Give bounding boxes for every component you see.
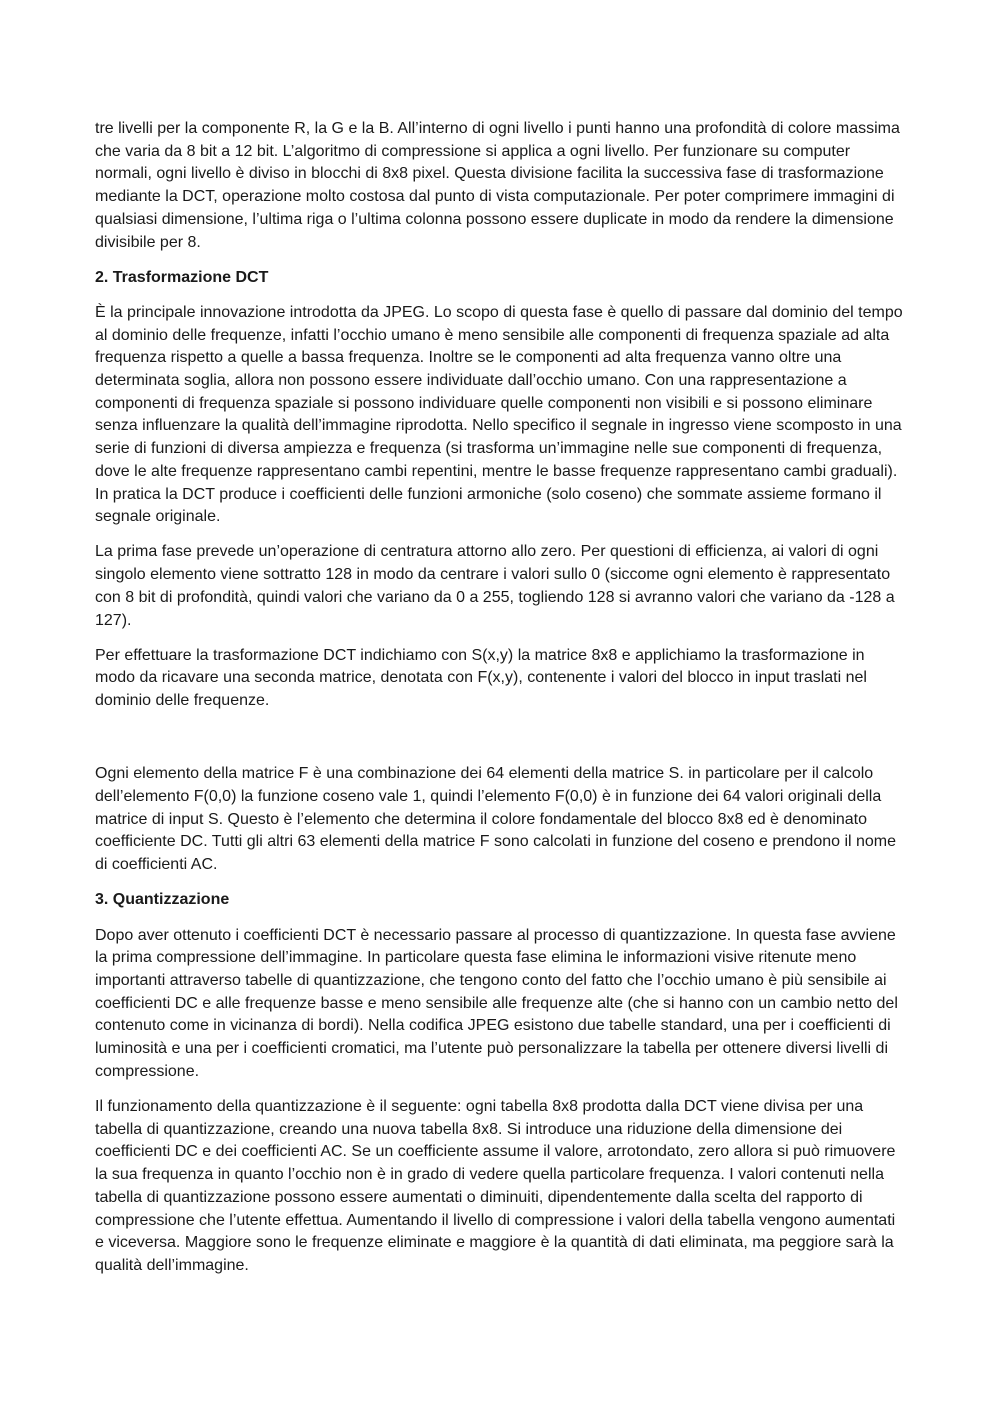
- document-page: [95, 118, 905, 1290]
- section-heading-dct: 2. Trasformazione DCT: [95, 268, 269, 286]
- paragraph-intro: tre livelli per la componente R, la G e la B. All’interno di ogni livello i punti hanno una profondità di colore massima che varia da 8 bit a 12 bit. L’algoritmo di compressione si applica a ogni livello. Per funzionare su computer normali, ogni livello è diviso in blocchi di 8x8 pixel. Questa divisione facilita la successiva fase di trasformazione mediante la DCT, operazione molto costosa dal punto di vista computazionale. Per poter comprimere immagini di qualsiasi dimensione, l’ultima riga o l’ultima colonna possono essere duplicate in modo da rendere la dimensione divisibile per 8.: [95, 120, 900, 251]
- paragraph-dct-4: Ogni elemento della matrice F è una combinazione dei 64 elementi della matrice S. in particolare per il calcolo dell’elemento F(0,0) la funzione coseno vale 1, quindi l’elemento F(0,0) è in funzione dei 64 valori originali della matrice di input S. Questo è l’elemento che determina il colore fondamentale del blocco 8x8 ed è denominato coefficiente DC. Tutti gli altri 63 elementi della matrice F sono calcolati in funzione del coseno e prendono il nome di coefficienti AC.: [95, 765, 897, 874]
- paragraph-quant-2: Il funzionamento della quantizzazione è il seguente: ogni tabella 8x8 prodotta dalla DCT viene divisa per una tabella di quantizzazione, creando una nuova tabella 8x8. Si introduce una riduzione della dimensione dei coefficienti DC e dei coefficienti AC. Se un coefficiente assume il valore, arrotondato, zero allora si può rimuovere la sua frequenza in quanto l’occhio non è in grado di vedere quella particolare frequenza. I valori contenuti nella tabella di quantizzazione possono essere aumentati o diminuiti, dipendentemente dalla scelta del rapporto di compressione che l’utente effettua. Aumentando il livello di compressione i valori della tabella vengono aumentati e viceversa. Maggiore sono le frequenze eliminate e maggiore è la quantità di dati eliminata, ma peggiore sarà la qualità dell’immagine.: [95, 1098, 896, 1274]
- paragraph-dct-3: Per effettuare la trasformazione DCT indichiamo con S(x,y) la matrice 8x8 e applichiamo la trasformazione in modo da ricavare una seconda matrice, denotata con F(x,y), contenente i valori del blocco in input traslati nel dominio delle frequenze.: [95, 646, 867, 710]
- blank-space: [95, 725, 905, 763]
- paragraph-quant-1: Dopo aver ottenuto i coefficienti DCT è necessario passare al processo di quantizzazione. In questa fase avviene la prima compressione dell’immagine. In particolare questa fase elimina le informazioni visive ritenute meno importanti attraverso tabelle di quantizzazione, che tengono conto del fatto che l’occhio umano è più sensibile ai coefficienti DC e alle frequenze basse e meno sensibile alle frequenze alte (che si hanno con un cambio netto del contenuto come in vicinanza di bordi). Nella codifica JPEG esistono due tabelle standard, una per i coefficienti di luminosità e una per i coefficienti cromatici, ma l’utente può personalizzare la tabella per ottenere diversi livelli di compressione.: [95, 926, 898, 1080]
- paragraph-dct-1: È la principale innovazione introdotta da JPEG. Lo scopo di questa fase è quello di passare dal dominio del tempo al dominio delle frequenze, infatti l’occhio umano è meno sensibile alle componenti di frequenza spaziale ad alta frequenza rispetto a quelle a bassa frequenza. Inoltre se le componenti ad alta frequenza vanno oltre una determinata soglia, allora non possono essere individuate dall’occhio umano. Con una rappresentazione a componenti di frequenza spaziale si possono individuare quelle componenti non visibili e si possono eliminare senza influenzare la qualità dell’immagine riprodotta. Nello specifico il segnale in ingresso viene scomposto in una serie di funzioni di diversa ampiezza e frequenza (si trasforma un’immagine nelle sue componenti di frequenza, dove le alte frequenze rappresentano cambi repentini, mentre le basse frequenze rappresentano cambi graduali). In pratica la DCT produce i coefficienti delle funzioni armoniche (solo coseno) che sommate assieme formano il segnale originale.: [95, 303, 903, 526]
- section-heading-quantizzazione: 3. Quantizzazione: [95, 891, 230, 909]
- paragraph-dct-2: La prima fase prevede un’operazione di centratura attorno allo zero. Per questioni di efficienza, ai valori di ogni singolo elemento viene sottratto 128 in modo da centrare i valori sullo 0 (siccome ogni elemento è rappresentato con 8 bit di profondità, quindi valori che variano da 0 a 255, togliendo 128 si avranno valori che variano da -128 a 127).: [95, 543, 895, 629]
